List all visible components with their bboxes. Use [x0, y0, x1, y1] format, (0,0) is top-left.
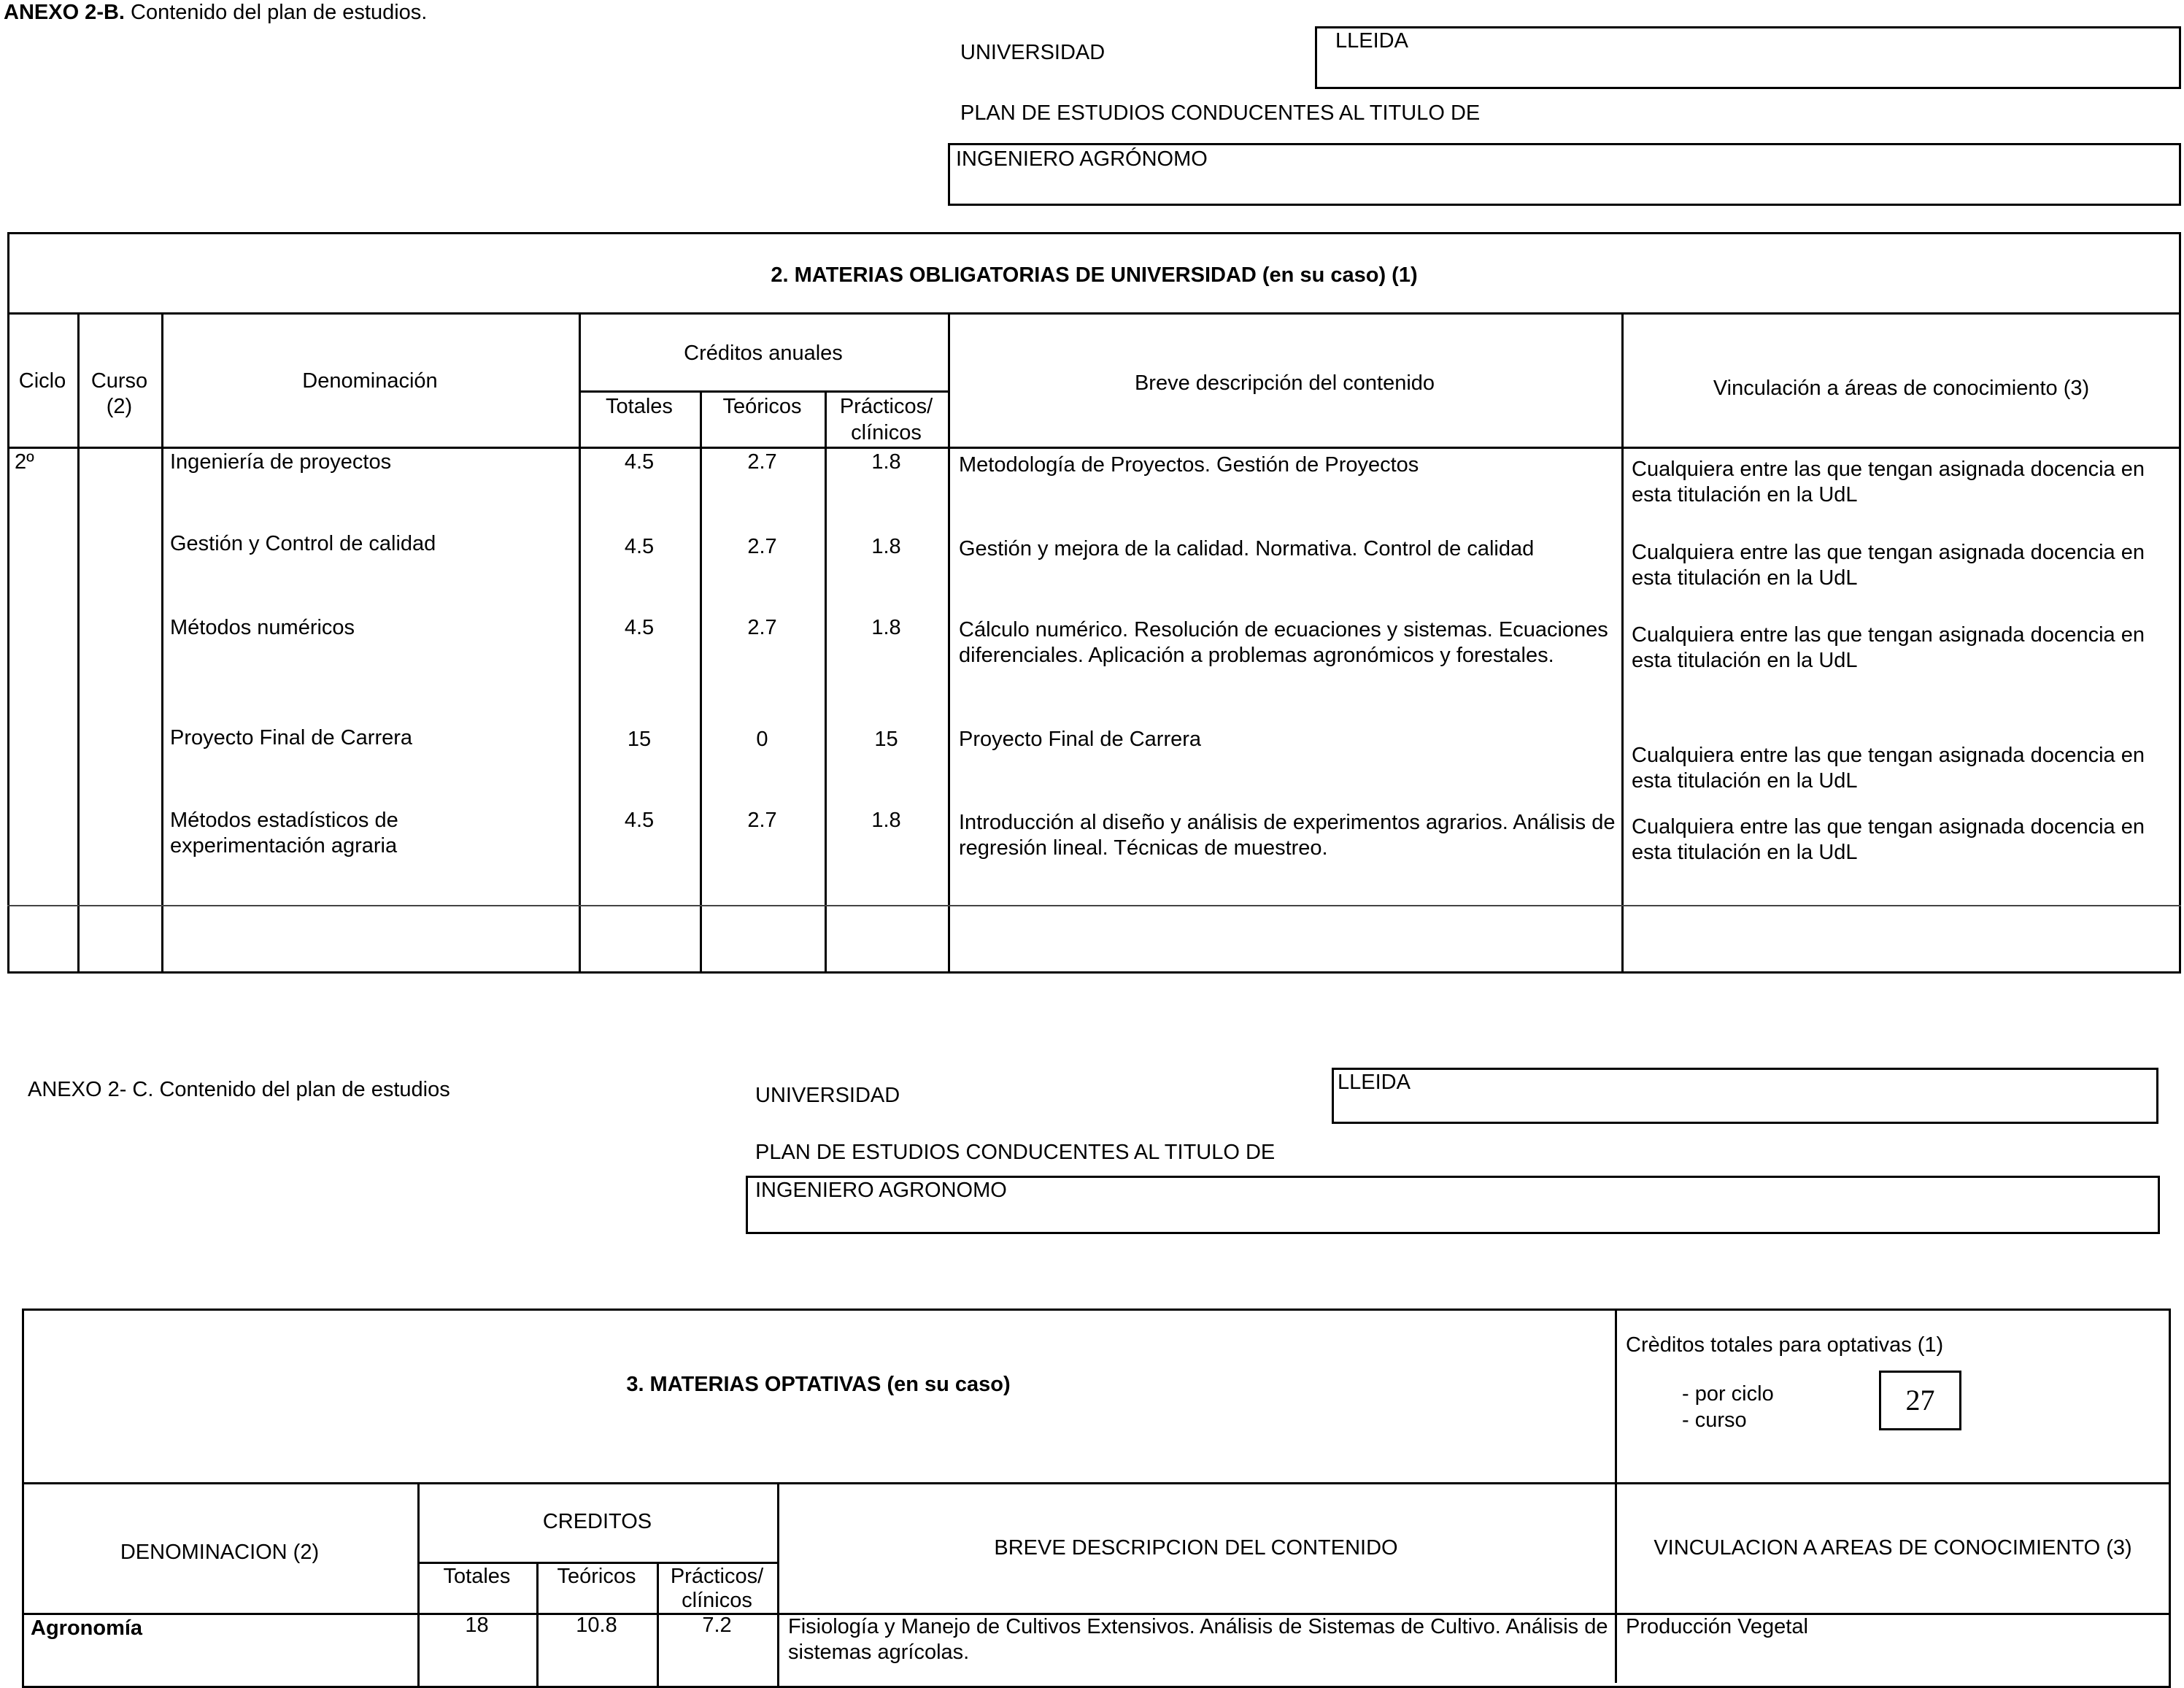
row-totales: 15	[627, 728, 652, 751]
university-label-c: UNIVERSIDAD	[755, 1084, 900, 1107]
curso-label: - curso	[1682, 1408, 1747, 1432]
row-area: Cualquiera entre las que tengan asignada docencia en esta titulación en la UdL	[1632, 815, 2145, 864]
col-line	[948, 312, 950, 974]
annex-b-title	[4, 0, 427, 25]
credits-value: 27	[1905, 1384, 1935, 1417]
header-practicos: Prácticos/	[839, 395, 933, 418]
col-line	[825, 390, 827, 974]
row-teoricos: 2.7	[747, 616, 777, 639]
footer-divider	[7, 905, 2181, 906]
plan-label-c: PLAN DE ESTUDIOS CONDUCENTES AL TITULO DE	[755, 1141, 1276, 1164]
row-name: Ingeniería de proyectos	[170, 450, 392, 474]
annex-c-title: ANEXO 2- C. Contenido del plan de estudios	[28, 1078, 450, 1101]
degree-value: INGENIERO AGRÓNOMO	[956, 147, 1208, 171]
col-line	[777, 1482, 779, 1688]
header-curso: Curso	[90, 369, 148, 393]
row-desc: Introducción al diseño y análisis de experimentos agrarios. Análisis de regresión lineal. Técnicas de muestreo.	[959, 811, 1616, 860]
row-desc: Gestión y mejora de la calidad. Normativa. Control de calidad	[959, 537, 1535, 560]
header-vinculacion: Vinculación a áreas de conocimiento (3)	[1713, 377, 2090, 400]
credits-total-label: Crèditos totales para optativas (1)	[1626, 1333, 1944, 1357]
header-denominacion: Denominación	[302, 369, 438, 393]
credits-subdivider	[579, 390, 948, 393]
degree-field-c	[746, 1176, 2160, 1234]
row-totales: 4.5	[624, 616, 655, 639]
annex-b-title-rest: Contenido del plan de estudios.	[124, 1, 428, 24]
row-teoricos: 2.7	[747, 535, 777, 558]
degree-field	[948, 143, 2181, 206]
title-divider-c	[22, 1482, 2171, 1484]
row-desc: Cálculo numérico. Resolución de ecuaciones y sistemas. Ecuaciones diferenciales. Aplicación a problemas agronómicos y forestales.	[959, 618, 1608, 667]
por-ciclo-label: - por ciclo	[1682, 1382, 1774, 1406]
row-area: Cualquiera entre las que tengan asignada docencia en esta titulación en la UdL	[1632, 458, 2145, 506]
row-totales: 18	[465, 1614, 489, 1637]
row-teoricos: 0	[756, 728, 768, 751]
header-clinicos-c: clínicos	[682, 1589, 752, 1612]
university-value-c: LLEIDA	[1338, 1071, 1411, 1094]
plan-label: PLAN DE ESTUDIOS CONDUCENTES AL TITULO DE	[960, 101, 1481, 125]
header-creditos: Créditos anuales	[684, 342, 843, 365]
header-vinculacion-c: VINCULACION A AREAS DE CONOCIMIENTO (3)	[1654, 1536, 2132, 1560]
row-area: Producción Vegetal	[1626, 1615, 1808, 1638]
col-line	[700, 390, 702, 974]
row-name: Agronomía	[31, 1616, 143, 1640]
header-descripcion-c: BREVE DESCRIPCION DEL CONTENIDO	[994, 1536, 1398, 1560]
header-denominacion-c: DENOMINACION (2)	[120, 1541, 320, 1564]
row-teoricos: 2.7	[747, 809, 777, 832]
row-area: Cualquiera entre las que tengan asignada docencia en esta titulación en la UdL	[1632, 744, 2145, 793]
header-totales: Totales	[606, 395, 673, 418]
university-value: LLEIDA	[1335, 29, 1408, 53]
row-desc: Fisiología y Manejo de Cultivos Extensivos. Análisis de Sistemas de Cultivo. Análisis de sistemas agrícolas.	[788, 1615, 1608, 1664]
row-desc: Metodología de Proyectos. Gestión de Proyectos	[959, 453, 1419, 477]
university-label: UNIVERSIDAD	[960, 41, 1105, 64]
row-name: Métodos estadísticos de experimentación agraria	[170, 809, 398, 858]
row-practicos: 15	[874, 728, 898, 751]
row-totales: 4.5	[624, 450, 655, 474]
row-name: Proyecto Final de Carrera	[170, 726, 413, 749]
row-teoricos: 2.7	[747, 450, 777, 474]
row-totales: 4.5	[624, 535, 655, 558]
annex-b-title-bold: ANEXO 2-B.	[4, 1, 125, 24]
university-field	[1315, 26, 2181, 89]
header-creditos-c: CREDITOS	[542, 1510, 652, 1533]
header-teoricos: Teóricos	[722, 395, 802, 418]
table-title-c: 3. MATERIAS OPTATIVAS (en su caso)	[626, 1373, 1011, 1396]
row-practicos: 7.2	[702, 1614, 732, 1637]
header-teoricos-c: Teóricos	[557, 1565, 636, 1588]
row-desc: Proyecto Final de Carrera	[959, 728, 1202, 751]
ciclo-value: 2º	[15, 450, 34, 474]
row-practicos: 1.8	[871, 809, 901, 832]
header-curso-note: (2)	[106, 395, 133, 418]
header-clinicos: clínicos	[851, 421, 922, 444]
header-descripcion: Breve descripción del contenido	[1134, 371, 1435, 395]
row-name: Gestión y Control de calidad	[170, 532, 436, 555]
col-line	[1615, 1309, 1617, 1683]
table-title: 2. MATERIAS OBLIGATORIAS DE UNIVERSIDAD (en su caso) (1)	[771, 263, 1418, 287]
credits-value-box	[1879, 1371, 1961, 1430]
header-divider	[7, 447, 2181, 449]
row-area: Cualquiera entre las que tengan asignada docencia en esta titulación en la UdL	[1632, 541, 2145, 590]
header-totales-c: Totales	[443, 1565, 511, 1588]
col-line	[161, 312, 163, 974]
row-practicos: 1.8	[871, 450, 901, 474]
col-line	[1621, 312, 1624, 974]
row-practicos: 1.8	[871, 535, 901, 558]
row-practicos: 1.8	[871, 616, 901, 639]
degree-value-c: INGENIERO AGRONOMO	[755, 1179, 1007, 1202]
row-teoricos: 10.8	[576, 1614, 617, 1637]
row-name: Métodos numéricos	[170, 616, 355, 639]
university-field-c	[1332, 1068, 2158, 1124]
row-totales: 4.5	[624, 809, 655, 832]
row-area: Cualquiera entre las que tengan asignada docencia en esta titulación en la UdL	[1632, 623, 2145, 672]
header-ciclo: Ciclo	[18, 369, 66, 393]
header-practicos-c: Prácticos/	[670, 1565, 764, 1588]
title-divider	[7, 312, 2181, 315]
